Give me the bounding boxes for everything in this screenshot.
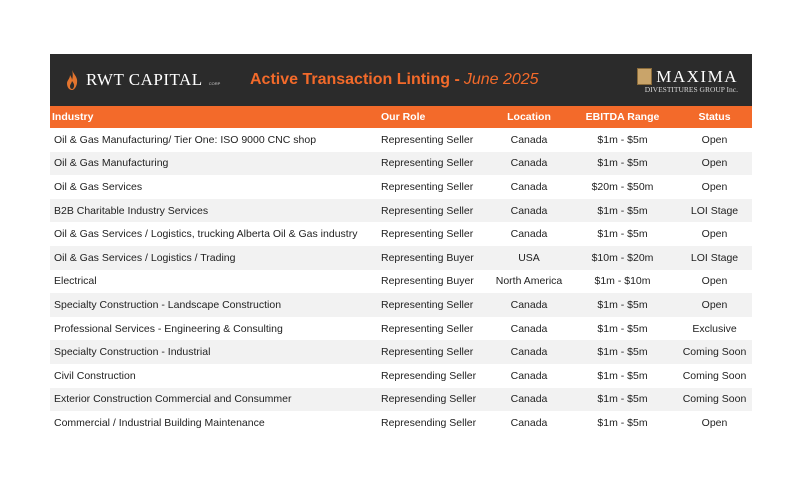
cell-ebitda: $1m - $5m — [597, 298, 648, 311]
rwt-capital-name: RWT CAPITAL — [86, 70, 203, 89]
cell-location: North America — [495, 275, 563, 288]
rwt-capital-logo — [64, 69, 220, 91]
cell-role: Representing Buyer — [381, 275, 474, 288]
cell-industry: Specialty Construction - Landscape Construction — [54, 298, 282, 311]
page-title-text: Active Transaction Linting - — [250, 71, 460, 88]
transactions-table — [50, 106, 752, 435]
cell-industry: Oil & Gas Services — [54, 180, 143, 193]
column-header-industry: Industry — [52, 111, 94, 123]
maxima-logo-icon — [637, 68, 652, 85]
cell-status: Open — [701, 180, 728, 193]
cell-role: Representing Seller — [381, 133, 474, 146]
column-header-location: Location — [507, 111, 551, 123]
cell-location: Canada — [510, 204, 548, 217]
cell-industry: Oil & Gas Manufacturing/ Tier One: ISO 9000 CNC shop — [54, 133, 317, 146]
cell-ebitda: $1m - $5m — [597, 204, 648, 217]
cell-ebitda: $10m - $20m — [591, 251, 654, 264]
transaction-listing-sheet — [50, 54, 752, 435]
cell-location: Canada — [510, 157, 548, 170]
table-row — [50, 364, 752, 388]
cell-industry: Oil & Gas Services / Logistics / Trading — [54, 251, 236, 264]
table-row — [50, 199, 752, 223]
cell-status: Open — [701, 298, 728, 311]
cell-role: Represending Seller — [381, 369, 477, 382]
column-header-status: Status — [698, 111, 731, 123]
cell-role: Representing Seller — [381, 228, 474, 241]
cell-role: Representing Seller — [381, 346, 474, 359]
cell-ebitda: $20m - $50m — [591, 180, 654, 193]
table-row — [50, 388, 752, 412]
cell-industry: Exterior Construction Commercial and Consummer — [54, 393, 292, 406]
table-row — [50, 128, 752, 152]
cell-location: Canada — [510, 133, 548, 146]
cell-industry: Specialty Construction - Industrial — [54, 346, 211, 359]
cell-ebitda: $1m - $5m — [597, 228, 648, 241]
table-row — [50, 175, 752, 199]
table-body — [50, 128, 752, 435]
cell-status: Coming Soon — [682, 393, 747, 406]
cell-location: USA — [518, 251, 540, 264]
cell-industry: Oil & Gas Manufacturing — [54, 157, 169, 170]
cell-status: Open — [701, 157, 728, 170]
cell-location: Canada — [510, 298, 548, 311]
cell-location: Canada — [510, 180, 548, 193]
column-header-ebitda: EBITDA Range — [585, 111, 660, 123]
cell-status: LOI Stage — [690, 204, 739, 217]
page-title-month: June 2025 — [463, 71, 539, 88]
cell-role: Representing Seller — [381, 204, 474, 217]
cell-role: Representing Buyer — [381, 251, 474, 264]
cell-status: Open — [701, 228, 728, 241]
cell-status: Coming Soon — [682, 369, 747, 382]
table-row — [50, 152, 752, 176]
cell-status: Open — [701, 416, 728, 429]
cell-ebitda: $1m - $5m — [597, 369, 648, 382]
cell-role: Represending Seller — [381, 393, 477, 406]
cell-industry: Civil Construction — [54, 369, 136, 382]
cell-status: Coming Soon — [682, 346, 747, 359]
cell-ebitda: $1m - $5m — [597, 322, 648, 335]
cell-status: Open — [701, 275, 728, 288]
maxima-logo — [637, 67, 738, 94]
cell-role: Representing Seller — [381, 157, 474, 170]
table-row — [50, 222, 752, 246]
cell-ebitda: $1m - $10m — [594, 275, 651, 288]
cell-role: Representing Seller — [381, 298, 474, 311]
cell-status: Exclusive — [692, 322, 737, 335]
table-row — [50, 411, 752, 435]
cell-role: Representing Seller — [381, 180, 474, 193]
table-row — [50, 340, 752, 364]
cell-industry: B2B Charitable Industry Services — [54, 204, 209, 217]
maxima-name: MAXIMA — [656, 66, 738, 86]
cell-location: Canada — [510, 393, 548, 406]
cell-location: Canada — [510, 416, 548, 429]
cell-role: Represending Seller — [381, 416, 477, 429]
table-row — [50, 246, 752, 270]
table-row — [50, 293, 752, 317]
maxima-subtitle: DIVESTITURES GROUP Inc. — [644, 84, 738, 94]
cell-industry: Oil & Gas Services / Logistics, trucking Alberta Oil & Gas industry — [54, 228, 358, 241]
cell-industry: Electrical — [54, 275, 97, 288]
cell-status: LOI Stage — [690, 251, 739, 264]
cell-location: Canada — [510, 228, 548, 241]
flame-icon — [64, 69, 80, 91]
table-row — [50, 270, 752, 294]
cell-ebitda: $1m - $5m — [597, 157, 648, 170]
cell-location: Canada — [510, 322, 548, 335]
cell-ebitda: $1m - $5m — [597, 393, 648, 406]
page-title — [250, 54, 539, 106]
column-header-role: Our Role — [381, 111, 426, 123]
cell-location: Canada — [510, 346, 548, 359]
cell-status: Open — [701, 133, 728, 146]
cell-ebitda: $1m - $5m — [597, 346, 648, 359]
table-row — [50, 317, 752, 341]
rwt-capital-suffix: CORP — [208, 80, 221, 86]
header-banner — [50, 54, 752, 106]
table-header-row — [50, 106, 752, 128]
cell-ebitda: $1m - $5m — [597, 133, 648, 146]
cell-role: Representing Seller — [381, 322, 474, 335]
cell-ebitda: $1m - $5m — [597, 416, 648, 429]
cell-industry: Commercial / Industrial Building Maintenance — [54, 416, 265, 429]
cell-industry: Professional Services - Engineering & Consulting — [54, 322, 283, 335]
cell-location: Canada — [510, 369, 548, 382]
